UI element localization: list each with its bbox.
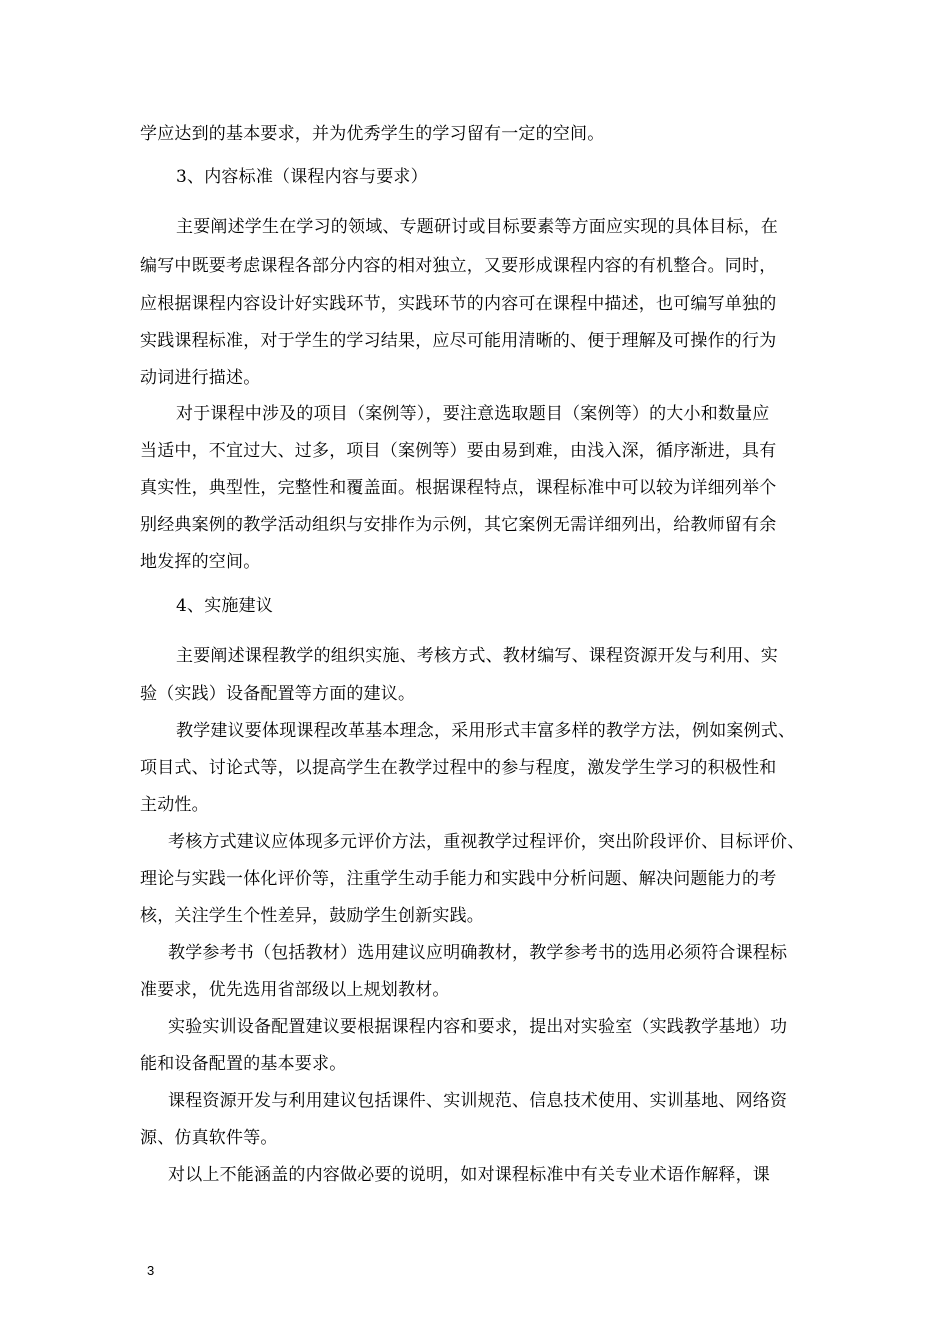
text-line: 核，关注学生个性差异，鼓励学生创新实践。	[140, 906, 484, 926]
text-line: 准要求，优先选用省部级以上规划教材。	[140, 980, 450, 1000]
text-line: 教学建议要体现课程改革基本理念，采用形式丰富多样的教学方法，例如案例式、	[176, 721, 796, 741]
text-line: 实践课程标准，对于学生的学习结果，应尽可能用清晰的、便于理解及可操作的行为	[140, 331, 777, 351]
text-line: 项目式、讨论式等，以提高学生在教学过程中的参与程度，激发学生学习的积极性和	[140, 758, 777, 778]
text-line: 学应达到的基本要求，并为优秀学生的学习留有一定的空间。	[140, 124, 605, 144]
text-line: 别经典案例的教学活动组织与安排作为示例，其它案例无需详细列出，给教师留有余	[140, 515, 777, 535]
text-line: 主要阐述学生在学习的领域、专题研讨或目标要素等方面应实现的具体目标，在	[176, 217, 778, 237]
text-line: 动词进行描述。	[140, 368, 261, 388]
text-line: 课程资源开发与利用建议包括课件、实训规范、信息技术使用、实训基地、网络资	[168, 1091, 788, 1111]
text-line: 实验实训设备配置建议要根据课程内容和要求，提出对实验室（实践教学基地）功	[168, 1017, 788, 1037]
text-line: 应根据课程内容设计好实践环节，实践环节的内容可在课程中描述，也可编写单独的	[140, 294, 777, 314]
text-line: 地发挥的空间。	[140, 552, 261, 572]
text-line: 编写中既要考虑课程各部分内容的相对独立，又要形成课程内容的有机整合。同时，	[140, 256, 777, 276]
text-line: 主动性。	[140, 795, 209, 815]
text-line: 对以上不能涵盖的内容做必要的说明，如对课程标准中有关专业术语作解释，课	[168, 1165, 770, 1185]
text-line: 教学参考书（包括教材）选用建议应明确教材，教学参考书的选用必须符合课程标	[168, 943, 788, 963]
text-line: 真实性，典型性，完整性和覆盖面。根据课程特点，课程标准中可以较为详细列举个	[140, 478, 777, 498]
text-line: 验（实践）设备配置等方面的建议。	[140, 684, 416, 704]
text-line: 源、仿真软件等。	[140, 1128, 278, 1148]
section-heading-implementation: 4、实施建议	[176, 596, 274, 616]
text-line: 能和设备配置的基本要求。	[140, 1054, 347, 1074]
text-line: 对于课程中涉及的项目（案例等），要注意选取题目（案例等）的大小和数量应	[176, 404, 770, 424]
text-line: 当适中，不宜过大、过多，项目（案例等）要由易到难，由浅入深，循序渐进，具有	[140, 441, 777, 461]
page-number: 3	[147, 1263, 155, 1278]
text-line: 考核方式建议应体现多元评价方法，重视教学过程评价，突出阶段评价、目标评价、	[168, 832, 805, 852]
text-line: 理论与实践一体化评价等，注重学生动手能力和实践中分析问题、解决问题能力的考	[140, 869, 777, 889]
text-line: 主要阐述课程教学的组织实施、考核方式、教材编写、课程资源开发与利用、实	[176, 646, 778, 666]
section-heading-content-standard: 3、内容标准（课程内容与要求）	[176, 167, 428, 187]
